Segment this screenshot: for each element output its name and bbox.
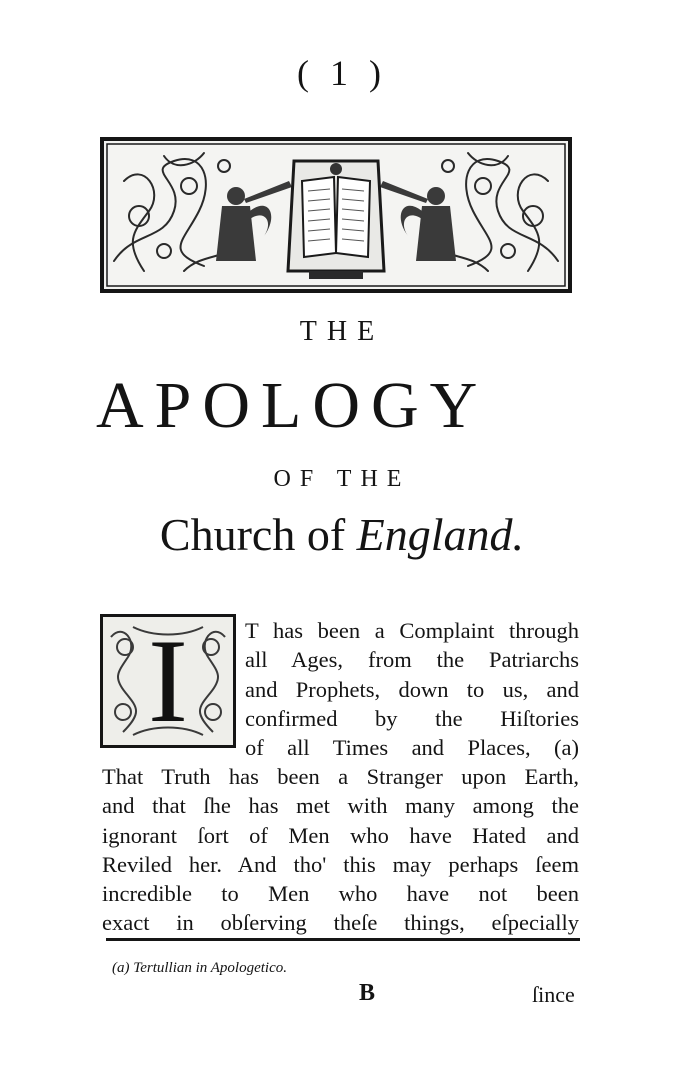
catchword: ſince — [532, 982, 575, 1007]
text-line: Reviled her. And tho' this may perhaps ſeem — [102, 851, 579, 877]
indented-paragraph — [245, 616, 579, 762]
title-church-roman: Church of — [159, 509, 357, 560]
title-of-the: OF THE — [273, 466, 411, 492]
text-line: ignorant ſort of Men who have Hated and — [102, 822, 579, 848]
headpiece-ornament-icon — [104, 141, 568, 289]
title-the: THE — [299, 316, 385, 347]
text-line: and Prophets, down to us, and — [245, 676, 579, 702]
text-line: incredible to Men who have not been — [102, 881, 579, 907]
signature-mark: B — [359, 980, 376, 1006]
text-line: exact in obſerving theſe things, eſpecially — [102, 910, 579, 936]
full-width-paragraph — [102, 762, 579, 938]
text-line: That Truth has been a Stranger upon Earth, — [102, 764, 579, 789]
decorated-initial — [100, 614, 236, 748]
title-apology: APOLOGY — [96, 369, 489, 442]
page-number: ( 1 ) — [297, 53, 387, 93]
text-line: of all Times and Places, (a) — [245, 735, 579, 761]
title-church-of-england — [0, 508, 684, 561]
footnote: (a) Tertullian in Apologetico. — [112, 960, 287, 976]
text-line: and that ſhe has met with many among the — [102, 793, 579, 819]
text-line: all Ages, from the Patriarchs — [245, 647, 579, 673]
text-line: confirmed by the Hiſtories — [245, 705, 579, 731]
footnote-rule — [106, 938, 580, 941]
text-line: T has been a Complaint through — [245, 618, 579, 643]
initial-letter: I — [148, 614, 188, 747]
title-england-italic: England. — [356, 509, 525, 560]
engraved-headpiece — [100, 137, 572, 293]
